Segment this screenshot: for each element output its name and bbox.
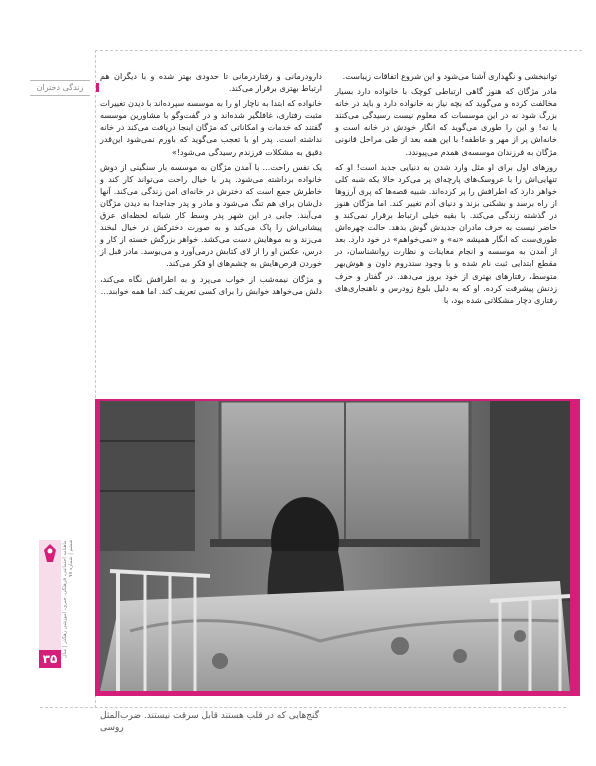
paragraph: و مژگان نیمه‌شب از خواب می‌پرد و به اطرافش نگاه می‌کند، دلش می‌خواهد خوابش را برای کسی تعریف کند. اما همه خوابند... <box>100 273 322 296</box>
text-column-left <box>100 70 322 300</box>
paragraph: توانبخشی و نگهداری آشنا می‌شود و این شروع اتفاقات زیباست. <box>342 71 557 81</box>
page-number: ۳۵ <box>39 650 61 668</box>
paragraph: خانواده که ابتدا به ناچار او را به موسسه سپرده‌اند با دیدن تغییرات مثبت رفتاری، غافلگیر شده‌اند و در گفت‌وگو با مشاورین موسسه گفتند که خدمات و امکاناتی که مژگان اینجا دریافت می‌کند در خانه نداشته است. پدر او با تعجب می‌گوید که باورم نمی‌شود این‌قدر دقیق به مشکلات فرزندم رسیدگی می‌شود!» <box>100 98 322 157</box>
section-label: زندگی دختران <box>30 80 90 96</box>
side-strip <box>39 540 61 668</box>
paragraph: روزهای اول برای او مثل وارد شدن به دنیایی جدید است! او که تنهایی‌اش را با عروسک‌های پارچه‌ای پر می‌کرد حالا یکه شبه کلی خواهر دارد که اطرافش را پر کرده‌اند. شبیه قصه‌ها که پری آرزوها از راه برسد و بشکنی بزند و دنیای آدم تغییر کند. اما مژگان هنوز در گذشته زندگی می‌کند. با بقیه خیلی ارتباط برقرار نمی‌کند و حاضر نیست به حرف مادران جدیدش گوش بدهد. حالت چهره‌اش طوری‌ست که انگار همیشه «نه» و «نمی‌خواهم» در خود دارد. بعد از آمدن به موسسه و انجام معاینات و نظارت روانشناسان، در مقطع ابتدایی ثبت نام شده و با وجود ستدروم داون و هوش‌بهر متوسط، رفتارهای بهتری از خود بروز می‌دهد. در گفتار و حرف زدنش پیشرفت کرده. او که به دلیل بلوغ زودرس و ناهنجاری‌های رفتاری دچار مشکلاتی شده بود، با <box>335 161 557 305</box>
magazine-logo-icon <box>41 542 59 564</box>
photo-illustration <box>100 401 570 691</box>
paragraph: دارودرمانی و رفتاردرمانی تا حدودی بهتر شده و با دیگران هم ارتباط بهتری برقرار می‌کند. <box>100 71 322 94</box>
paragraph: یک نفس راحت... با آمدن مژگان به موسسه بار سنگینی از دوش خانواده برداشته می‌شود. پدر با خیال راحت می‌تواند کار کند و خاطرش جمع است که دخترش در خانه‌ای امن زندگی می‌کند. آنها دل‌شان برای هم تنگ می‌شود و مادر و پدر جداجدا به دیدن مژگان می‌آیند. جایی در این شهر پدر وسط کار شبانه لحظه‌ای عرق پیشانی‌اش را پاک می‌کند و به صورت دخترکش در خیال لبخند می‌زند و به موهایش دست می‌کشد. خواهر بزرگش خسته از کار و درس، عکس او را از لای کتابش درمی‌آورد و می‌بوسد. مادر قبل از خوردن قرص‌هایش به چشم‌های او فکر می‌کند. <box>100 161 322 269</box>
footer-quote: گنج‌هایی که در قلب هستند قابل سرقت نیستند. ضرب‌المثل روسی <box>100 711 320 733</box>
text-column-right <box>335 70 557 309</box>
section-accent-mark <box>96 83 99 92</box>
photo-girl-on-bed <box>100 401 570 691</box>
bottom-dashed-line <box>40 707 566 708</box>
side-masthead-text: ماهنامه اجتماعی، فرهنگی، خبری، آموزشی رهگذر | سال ششم | شماره ۷۸ <box>62 540 74 658</box>
paragraph: مادر مژگان که هنوز گاهی ارتباطی کوچک با خانواده دارد بسیار مخالفت کرده و می‌گوید که بچه نیاز به خانواده دارد و باید در خانه بزرگ شود نه در این موسسات که معلوم نیست رسیدگی می‌کنند یا نه! و این را طوری می‌گوید که انگار خودش در خانه است و خانه‌اش پر از مهر و عاطفه! با این همه بعد از طی مراحل قانونی مژگان به فرزندان موسسه‌ی همدم می‌پیوندد. <box>335 86 557 157</box>
top-dashed-line <box>95 50 582 51</box>
